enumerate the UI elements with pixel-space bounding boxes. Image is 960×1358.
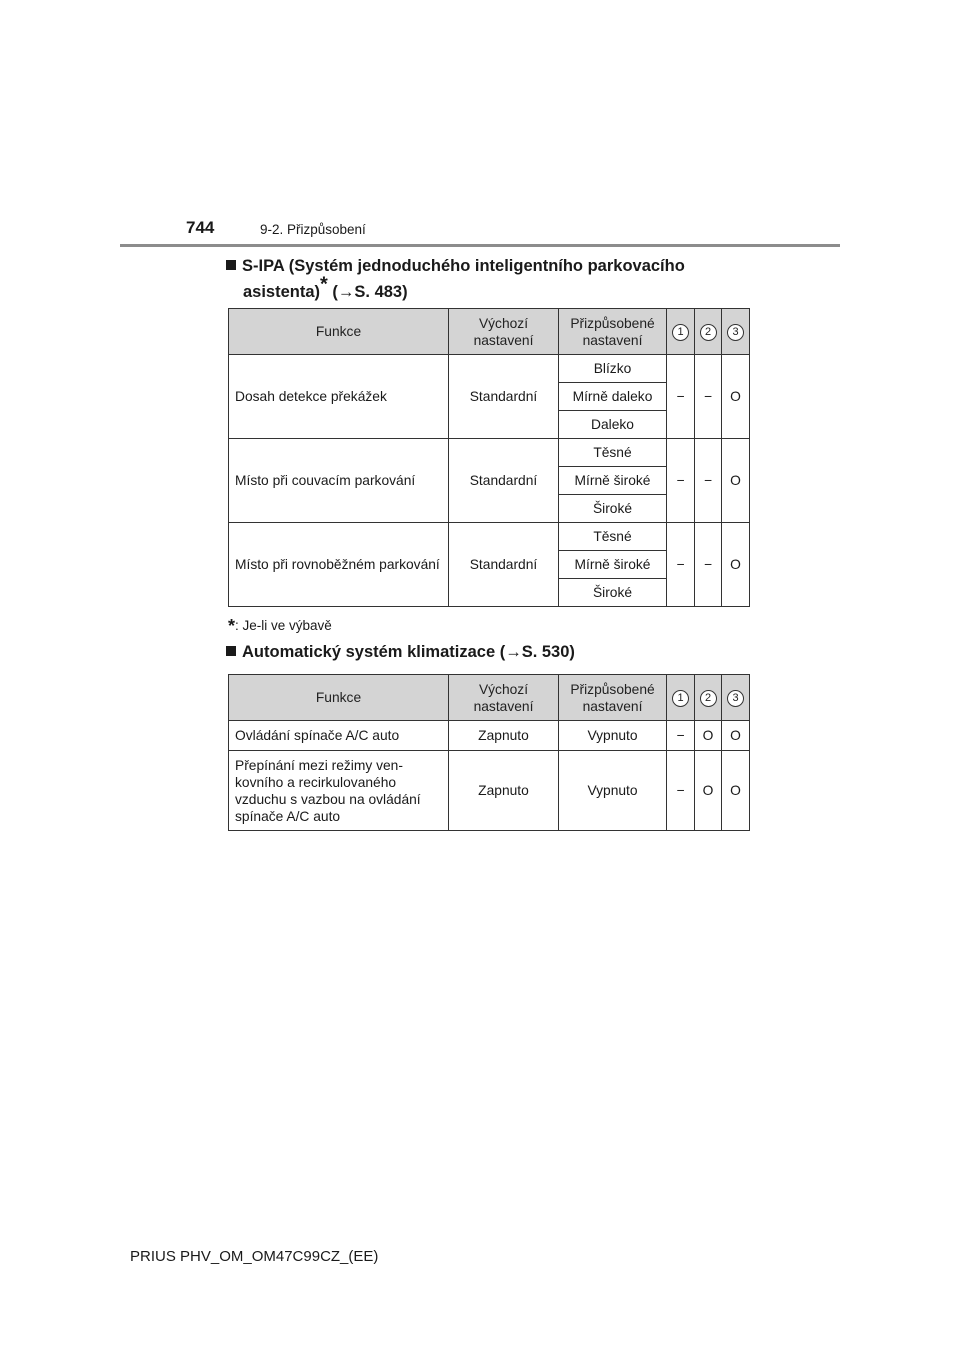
- column-header-custom: Přizpůsobené nastavení: [559, 675, 667, 721]
- cell-default: Standardní: [449, 523, 559, 607]
- cell-function: Místo při rovnoběžném parkování: [229, 523, 449, 607]
- column-header-custom: Přizpůsobené nastavení: [559, 309, 667, 355]
- table-row: [229, 439, 750, 467]
- cell-function: Místo při couvacím parkování: [229, 439, 449, 523]
- cell-mark-3: O: [722, 751, 750, 831]
- cell-mark-2: −: [695, 355, 722, 439]
- cell-option: Těsné: [559, 439, 667, 467]
- cell-option: Mírně široké: [559, 467, 667, 495]
- column-header-3: [722, 675, 750, 721]
- cell-function: Ovládání spínače A/C auto: [229, 721, 449, 751]
- cell-mark-1: −: [667, 751, 695, 831]
- s-ipa-settings-table: [228, 308, 750, 607]
- circled-2-icon: 2: [700, 324, 717, 341]
- footnote-text: : Je-li ve výbavě: [235, 618, 332, 633]
- column-header-default: Výchozí nastavení: [449, 675, 559, 721]
- cell-mark-1: −: [667, 523, 695, 607]
- cell-mark-1: −: [667, 721, 695, 751]
- cell-mark-2: O: [695, 721, 722, 751]
- table-row: [229, 355, 750, 383]
- climate-settings-table: [228, 674, 750, 831]
- section2-title: Automatický systém klimatizace (→S. 530): [242, 643, 575, 661]
- column-header-1: [667, 309, 695, 355]
- square-bullet-icon: [226, 260, 236, 270]
- cell-mark-3: O: [722, 721, 750, 751]
- section1-title-line1: S-IPA (Systém jednoduchého inteligentního parkovacího: [242, 257, 685, 275]
- section1-heading: [226, 253, 685, 305]
- circled-3-icon: 3: [727, 324, 744, 341]
- column-header-2: [695, 309, 722, 355]
- section2-heading: [226, 639, 575, 665]
- page-number: 744: [186, 218, 215, 237]
- cell-mark-3: O: [722, 523, 750, 607]
- cell-function: Přepínání mezi režimy ven-kovního a recirkulovaného vzduchu s vazbou na ovládání spínače A/C auto: [229, 751, 449, 831]
- cell-mark-2: −: [695, 523, 722, 607]
- cell-option: Mírně široké: [559, 551, 667, 579]
- cell-mark-1: −: [667, 439, 695, 523]
- footer-document-code: PRIUS PHV_OM_OM47C99CZ_(EE): [130, 1248, 379, 1265]
- table-row: [229, 751, 750, 831]
- column-header-3: [722, 309, 750, 355]
- table-row: [229, 721, 750, 751]
- section-label: 9-2. Přizpůsobení: [260, 222, 366, 237]
- cell-option: Blízko: [559, 355, 667, 383]
- cell-option: Těsné: [559, 523, 667, 551]
- cell-custom: Vypnuto: [559, 751, 667, 831]
- cell-custom: Vypnuto: [559, 721, 667, 751]
- circled-1-icon: 1: [672, 324, 689, 341]
- cell-default: Standardní: [449, 439, 559, 523]
- circled-1-icon: 1: [672, 690, 689, 707]
- header-rule: [120, 244, 840, 247]
- column-header-function: Funkce: [229, 309, 449, 355]
- cell-function: Dosah detekce překážek: [229, 355, 449, 439]
- cell-option: Široké: [559, 579, 667, 607]
- footnote-star-icon: *: [320, 273, 328, 296]
- column-header-2: [695, 675, 722, 721]
- column-header-function: Funkce: [229, 675, 449, 721]
- cell-mark-2: −: [695, 439, 722, 523]
- cell-default: Zapnuto: [449, 721, 559, 751]
- column-header-1: [667, 675, 695, 721]
- column-header-default: Výchozí nastavení: [449, 309, 559, 355]
- square-bullet-icon: [226, 646, 236, 656]
- section1-title-line2: asistenta): [243, 283, 321, 301]
- cell-mark-3: O: [722, 439, 750, 523]
- cell-option: Široké: [559, 495, 667, 523]
- footnote-star-icon: *: [228, 616, 236, 636]
- cell-default: Zapnuto: [449, 751, 559, 831]
- cell-option: Mírně daleko: [559, 383, 667, 411]
- footnote: [228, 616, 332, 637]
- table-row: [229, 523, 750, 551]
- cell-option: Daleko: [559, 411, 667, 439]
- circled-3-icon: 3: [727, 690, 744, 707]
- cell-mark-2: O: [695, 751, 722, 831]
- cell-mark-3: O: [722, 355, 750, 439]
- section1-title-ref: (→S. 483): [327, 283, 408, 301]
- circled-2-icon: 2: [700, 690, 717, 707]
- cell-default: Standardní: [449, 355, 559, 439]
- cell-mark-1: −: [667, 355, 695, 439]
